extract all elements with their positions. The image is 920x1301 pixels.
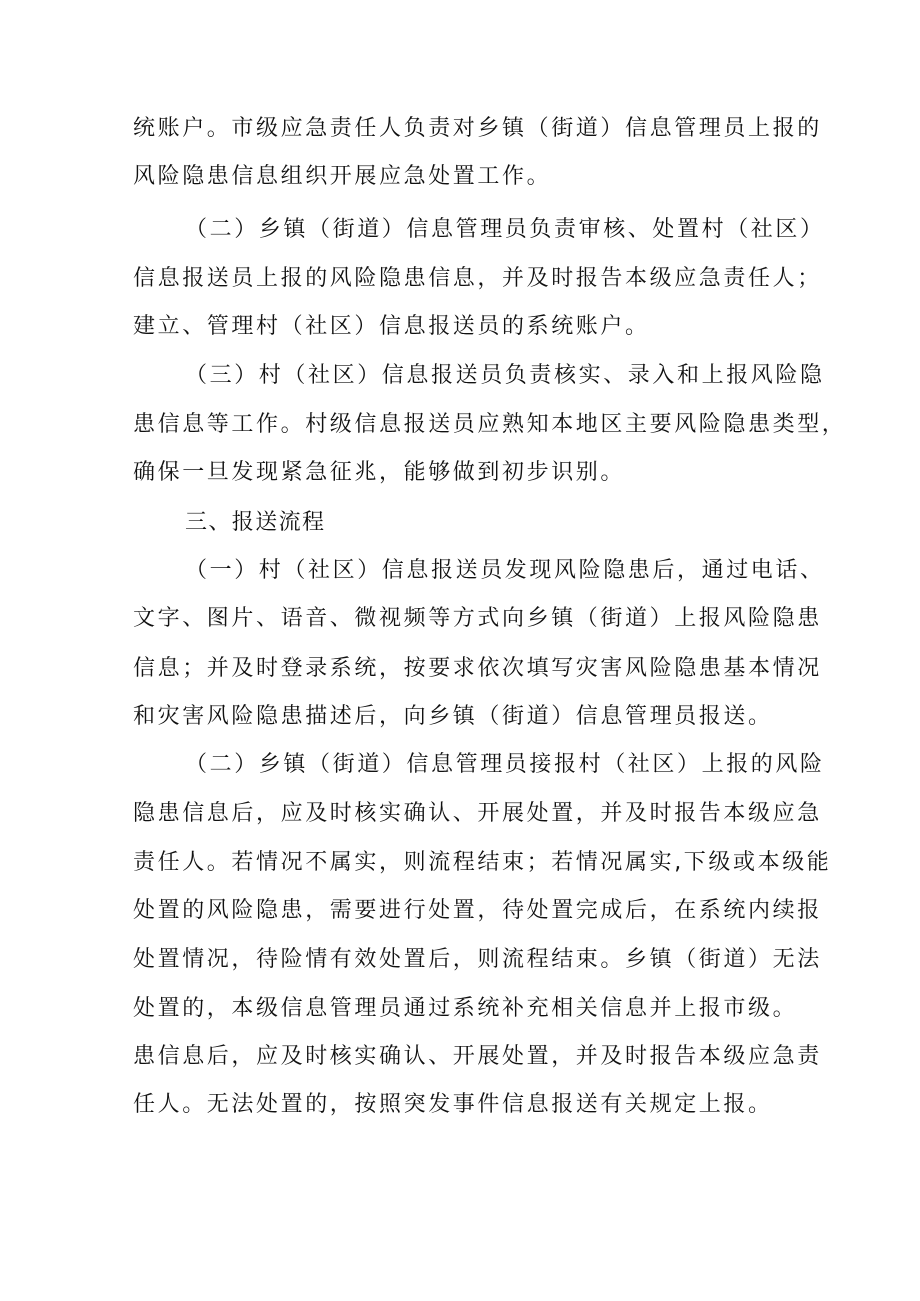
text-line-20: 患信息后，应及时核实确认、开展处置，并及时报告本级应急责 — [133, 1044, 822, 1069]
text-line-1: 统账户。市级应急责任人负责对乡镇（街道）信息管理员上报的 — [133, 116, 822, 141]
text-line-15: 隐患信息后，应及时核实确认、开展处置，并及时报告本级应急 — [133, 801, 822, 826]
text-line-7: 患信息等工作。村级信息报送员应熟知本地区主要风险隐患类型， — [133, 412, 847, 437]
text-line-6: （三）村（社区）信息报送员负责核实、录入和上报风险隐 — [185, 363, 825, 388]
section-heading: 三、报送流程 — [185, 510, 326, 535]
text-line-10: （一）村（社区）信息报送员发现风险隐患后，通过电话、 — [185, 558, 825, 583]
text-line-16: 责任人。若情况不属实，则流程结束；若情况属实,下级或本级能 — [133, 850, 832, 875]
text-line-14: （二）乡镇（街道）信息管理员接报村（社区）上报的风险 — [185, 752, 825, 777]
text-line-13: 和灾害风险隐患描述后，向乡镇（街道）信息管理员报送。 — [133, 704, 773, 729]
text-line-19: 处置的，本级信息管理员通过系统补充相关信息并上报市级。 — [133, 996, 798, 1021]
text-line-17: 处置的风险隐患，需要进行处置，待处置完成后，在系统内续报 — [133, 898, 822, 923]
text-line-5: 建立、管理村（社区）信息报送员的系统账户。 — [133, 314, 650, 339]
text-line-8: 确保一旦发现紧急征兆，能够做到初步识别。 — [133, 460, 626, 485]
text-line-4: 信息报送员上报的风险隐患信息，并及时报告本级应急责任人； — [133, 266, 822, 291]
text-line-18: 处置情况，待险情有效处置后，则流程结束。乡镇（街道）无法 — [133, 947, 822, 972]
text-line-2: 风险隐患信息组织开展应急处置工作。 — [133, 164, 552, 189]
text-line-12: 信息；并及时登录系统，按要求依次填写灾害风险隐患基本情况 — [133, 656, 822, 681]
text-line-3: （二）乡镇（街道）信息管理员负责审核、处置村（社区） — [185, 217, 825, 242]
text-line-21: 任人。无法处置的，按照突发事件信息报送有关规定上报。 — [133, 1092, 773, 1117]
text-line-11: 文字、图片、语音、微视频等方式向乡镇（街道）上报风险隐患 — [133, 606, 822, 631]
